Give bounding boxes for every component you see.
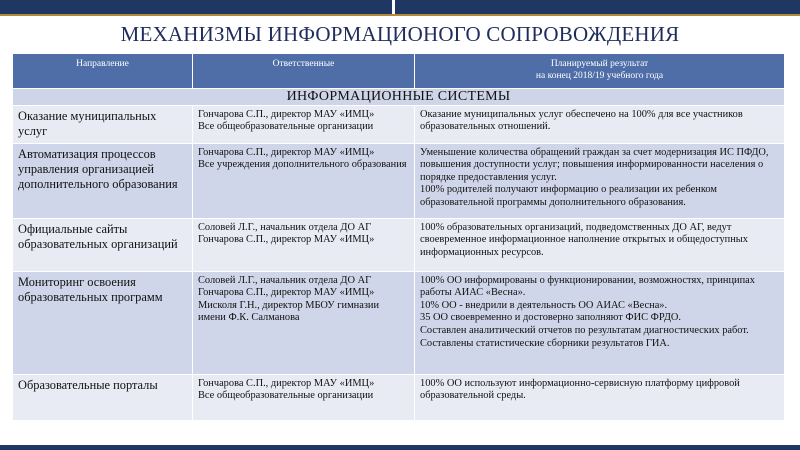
responsible-line: Гончарова С.П., директор МАУ «ИМЦ» bbox=[198, 234, 375, 246]
row-responsible bbox=[193, 105, 415, 143]
header-responsible: Ответственные bbox=[193, 54, 415, 89]
table-row bbox=[13, 218, 785, 271]
section-row bbox=[13, 89, 785, 106]
result-line: 100% родителей получают информацию о реализации их ребенком образовательной программы дополнительного образования. bbox=[420, 184, 717, 208]
result-line: 35 ОО своевременно и достоверно заполняют ФИС ФРДО. bbox=[420, 312, 682, 324]
row-direction: Официальные сайты образовательных организаций bbox=[13, 218, 193, 271]
table-row bbox=[13, 105, 785, 143]
row-responsible bbox=[193, 143, 415, 218]
top-bar-left bbox=[0, 0, 392, 14]
header-result bbox=[415, 54, 785, 89]
result-line: Уменьшение количества обращений граждан за счет модернизация ИС ПФДО, повышения доступности услуг; повышения информированности населения о порядке предоставления услуг. bbox=[420, 146, 769, 183]
table-header-row bbox=[13, 54, 785, 89]
row-result bbox=[415, 218, 785, 271]
result-line: Составлен аналитический отчетов по результатам диагностических работ. bbox=[420, 324, 749, 336]
table-row bbox=[13, 271, 785, 374]
header-result-line1: Планируемый результат bbox=[550, 59, 649, 69]
responsible-line: Гончарова С.П., директор МАУ «ИМЦ» bbox=[198, 146, 375, 158]
responsible-line: Гончарова С.П., директор МАУ «ИМЦ» bbox=[198, 108, 375, 120]
responsible-line: Все учреждения дополнительного образования bbox=[198, 159, 407, 171]
responsible-line: Соловей Л.Г., начальник отдела ДО АГ bbox=[198, 274, 372, 286]
result-line: 100% ОО используют информационно-сервисную платформу цифровой образовательной среды. bbox=[420, 377, 740, 402]
table-row bbox=[13, 143, 785, 218]
row-responsible bbox=[193, 374, 415, 420]
row-result bbox=[415, 143, 785, 218]
top-decor-bar bbox=[0, 0, 800, 14]
row-direction: Оказание муниципальных услуг bbox=[13, 105, 193, 143]
section-title: ИНФОРМАЦИОННЫЕ СИСТЕМЫ bbox=[13, 89, 785, 106]
row-direction: Мониторинг освоения образовательных программ bbox=[13, 271, 193, 374]
slide-title: МЕХАНИЗМЫ ИНФОРМАЦИОНОГО СОПРОВОЖДЕНИЯ bbox=[120, 22, 680, 46]
responsible-line: Все общеобразовательные организации bbox=[198, 390, 374, 402]
gold-line bbox=[0, 14, 800, 16]
responsible-line: Все общеобразовательные организации bbox=[198, 121, 374, 133]
row-responsible bbox=[193, 271, 415, 374]
row-result bbox=[415, 105, 785, 143]
responsible-line: Гончарова С.П., директор МАУ «ИМЦ» bbox=[198, 287, 375, 299]
table-row bbox=[13, 374, 785, 420]
row-result bbox=[415, 374, 785, 420]
row-direction: Автоматизация процессов управления организацией дополнительного образования bbox=[13, 143, 193, 218]
header-result-line2: на конец 2018/19 учебного года bbox=[535, 71, 664, 81]
responsible-line: Мисколя Г.Н., директор МБОУ гимназии имени Ф.К. Салманова bbox=[198, 299, 380, 324]
result-line: Составлены статистические сборники результатов ГИА. bbox=[420, 337, 670, 349]
bottom-decor-bar bbox=[0, 445, 800, 450]
mechanisms-table bbox=[12, 53, 785, 421]
top-bar-right bbox=[395, 0, 800, 14]
responsible-line: Гончарова С.П., директор МАУ «ИМЦ» bbox=[198, 377, 375, 389]
responsible-line: Соловей Л.Г., начальник отдела ДО АГ bbox=[198, 221, 372, 233]
result-line: 100% образовательных организаций, подведомственных ДО АГ, ведут своевременное информационное наполнение открытых и общедоступных информационных ресурсов. bbox=[420, 221, 748, 258]
result-line: Оказание муниципальных услуг обеспечено на 100% для все участников образовательных отношений. bbox=[420, 108, 743, 133]
result-line: 10% ОО - внедрили в деятельность ОО АИАС «Весна». bbox=[420, 299, 668, 311]
row-direction: Образовательные порталы bbox=[13, 374, 193, 420]
row-responsible bbox=[193, 218, 415, 271]
result-line: 100% ОО информированы о функционировании, возможностях, принципах работы АИАС «Весна». bbox=[420, 274, 755, 299]
header-direction: Направление bbox=[13, 54, 193, 89]
row-result bbox=[415, 271, 785, 374]
